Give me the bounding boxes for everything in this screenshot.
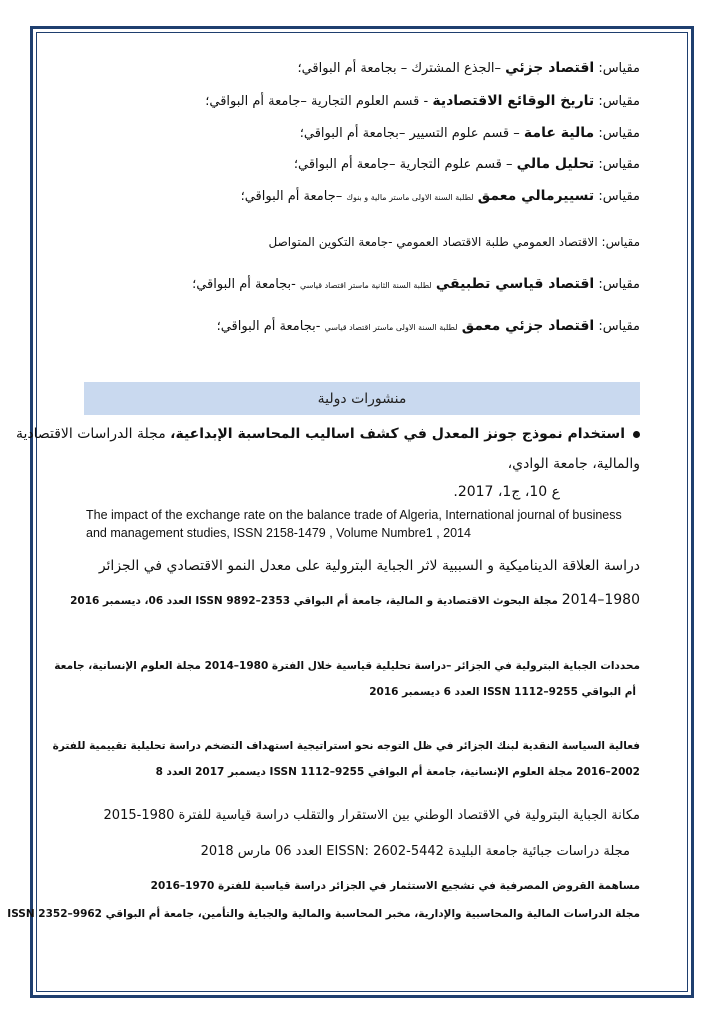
- section-banner: [84, 382, 640, 415]
- publication-7-line-2: مجلة الدراسات المالية والمحاسبية والإدارية، مخبر المحاسبة والمالية والجباية والتأمين، جامعة أم البواقي ISSN 2352–9962: [7, 908, 640, 920]
- publication-4-line-1: محددات الجباية البترولية في الجزائر –دراسة تحليلية قياسية خلال الفترة 1980–2014 مجلة العلوم الإنسانية، جامعة: [54, 660, 640, 672]
- course-item: مقياس: تحليل مالي – قسم علوم التجارية –جامعة أم البواقي؛: [293, 156, 640, 172]
- publication-1-line-2: والمالية، جامعة الوادي،: [507, 456, 640, 472]
- publication-7-line-1: مساهمة القروض المصرفية في تشجيع الاستثمار في الجزائر دراسة قياسية للفترة 1970–2016: [150, 880, 640, 892]
- publication-1-line-1: استخدام نموذج جونز المعدل في كشف اساليب المحاسبة الإبداعية، مجلة الدراسات الاقتصادية: [80, 426, 640, 442]
- course-item: مقياس: تاريخ الوقائع الاقتصادية - قسم العلوم التجارية –جامعة أم البواقي؛: [205, 93, 640, 109]
- section-title: منشورات دولية: [317, 390, 407, 407]
- bullet-icon: [633, 431, 640, 438]
- course-item: مقياس: اقتصاد قياسي تطبيقي لطلبة السنة الثانية ماستر اقتصاد قياسي -بجامعة أم البواقي؛: [192, 276, 640, 292]
- publication-3-line-1: دراسة العلاقة الديناميكية و السببية لاثر الجباية البترولية على معدل النمو الاقتصادي في الجزائر: [98, 558, 640, 574]
- course-item: مقياس: مالية عامة – قسم علوم التسيير –بجامعة أم البواقي؛: [299, 125, 640, 141]
- course-item: مقياس: اقتصاد جزئي معمق لطلبة السنة الاولى ماستر اقتصاد قياسي -بجامعة أم البواقي؛: [216, 318, 640, 334]
- course-item: مقياس: الاقتصاد العمومي طلبة الاقتصاد العمومي -جامعة التكوين المتواصل: [268, 235, 640, 249]
- publication-4-line-2: أم البواقي ISSN 1112–9255 العدد 6 ديسمبر 2016: [369, 686, 636, 698]
- publication-6-line-2: مجلة دراسات جبائية جامعة البليدة EISSN: 2602-5442 العدد 06 مارس 2018: [200, 844, 630, 859]
- publication-5-line-2: 2002–2016 مجلة العلوم الإنسانية، جامعة أم البواقي ISSN 1112–9255 ديسمبر 2017 العدد 8: [155, 766, 640, 778]
- publications: [7, 420, 640, 940]
- publication-2-line-1: The impact of the exchange rate on the balance trade of Algeria, International journal of business: [86, 508, 622, 522]
- publication-6-line-1: مكانة الجباية البترولية في الاقتصاد الوطني بين الاستقرار والتقلب دراسة قياسية للفترة 1980-2015: [103, 808, 640, 823]
- course-item: مقياس: اقتصاد جزئي –الجذع المشترك – بجامعة أم البواقي؛: [297, 60, 640, 76]
- publication-5-line-1: فعالية السياسة النقدية لبنك الجزائر في ظل التوجه نحو استراتيجية استهداف التضخم دراسة تحليلية تقييمية للفترة: [52, 740, 640, 752]
- publication-1-issue: ع 10، ج1، 2017.: [453, 484, 560, 500]
- publication-3-line-2: 1980–2014 مجلة البحوث الاقتصادية و المالية، جامعة أم البواقي ISSN 9892–2353 العدد 06، ديسمبر 2016: [70, 592, 640, 608]
- courses-list: [80, 52, 640, 352]
- publication-2-line-2: and management studies, ISSN 2158-1479 , Volume Numbre1 , 2014: [86, 526, 471, 540]
- course-item: مقياس: تسييرمالي معمق لطلبة السنة الاولى ماستر مالية و بنوك –جامعة أم البواقي؛: [240, 188, 640, 204]
